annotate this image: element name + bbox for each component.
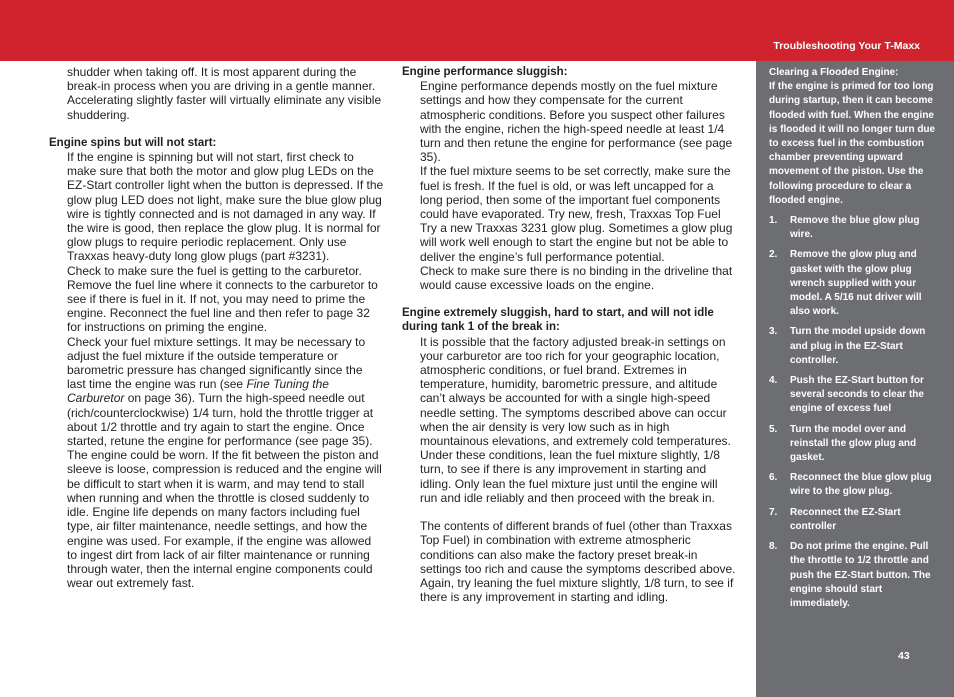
paragraph: Check to make sure there is no binding in the driveline that would cause excessive loads on the engine.	[420, 263, 733, 293]
sidebar-title: Clearing a Flooded Engine:	[769, 67, 899, 78]
page-header	[0, 0, 954, 61]
step-text: Turn the model over and reinstall the glow plug and gasket.	[790, 423, 917, 464]
paragraph: If the fuel mixture seems to be set correctly, make sure the fuel is fresh. If the fuel is old, or was left uncapped for a long period, then some of the important fuel components could have evaporated. Try new, fresh, Traxxas Top Fuel	[420, 164, 731, 222]
paragraph: Engine performance depends mostly on the fuel mixture settings and how they compensate for the current atmospheric conditions. Before you suspect other failures with the engine, richen the high-speed needle at least 1/4 turn and then retune the engine for performance (see page 35).	[420, 79, 733, 165]
paragraph: The contents of different brands of fuel (other than Traxxas Top Fuel) in combination with extreme atmospheric conditions can also make the factory preset break-in settings too rich and cause the symptoms described above. Again, try leaning the fuel mixture slightly, 1/8 turn, to see if there is any improvement in starting and idling.	[420, 519, 736, 605]
left-column	[49, 65, 384, 590]
step-number: 7.	[769, 506, 778, 518]
sidebar-panel	[756, 61, 954, 697]
list-item	[769, 471, 939, 499]
page-number: 43	[898, 650, 910, 662]
section-heading-sluggish: Engine performance sluggish:	[402, 66, 568, 78]
step-text: Turn the model upside down and plug in the EZ-Start controller.	[790, 326, 926, 366]
sidebar-intro: If the engine is primed for too long during startup, then it can become flooded with fuel. When the engine is flooded it will no longer turn due to excess fuel in the combustion chamber preventing upward movement of the piston. Use the following procedure to clear a flooded engine.	[769, 81, 936, 206]
step-text: Do not prime the engine. Pull the throttle to 1/2 throttle and push the EZ-Start button. The engine should start immediately.	[790, 541, 931, 609]
step-list	[769, 214, 939, 611]
text-span: Check your fuel mixture settings. It may be necessary to adjust the fuel mixture if the outside temperature or barometric pressure has changed significantly since the last time the engine was run (see	[67, 334, 366, 392]
list-item	[769, 325, 939, 368]
step-number: 6.	[769, 472, 778, 484]
header-title: Troubleshooting Your T-Maxx	[773, 40, 920, 52]
step-text: Remove the blue glow plug wire.	[790, 215, 920, 241]
paragraph: Try a new Traxxas 3231 glow plug. Sometimes a glow plug will work well enough to start the engine but not be able to deliver the engine’s full performance potential.	[420, 221, 733, 264]
paragraph	[49, 335, 384, 449]
list-item	[769, 374, 939, 417]
paragraph: If the engine is spinning but will not start, first check to make sure that both the motor and glow plug LEDs on the EZ-Start controller light when the button is depressed. If the glow plug LED does not light, make sure the blue glow plug wire is tightly connected and is not damaged in any way. If the wire is good, then replace the glow plug. It is normal for glow plugs to require periodic replacement. Only use Traxxas heavy-duty long glow plugs (part #3231).	[67, 150, 384, 264]
step-number: 4.	[769, 375, 778, 387]
paragraph: The engine could be worn. If the fit between the piston and sleeve is loose, compression is reduced and the engine will be difficult to start when it is warm, and may tend to stall when running and when the throttle is closed suddenly to idle. Engine life depends on many factors including fuel type, air filter maintenance, needle settings, and how the engine was used. For example, if the engine was allowed to ingest dirt from lack of air filter maintenance or running through water, then the internal engine components could wear out extremely fast.	[67, 448, 382, 591]
step-text: Remove the glow plug and gasket with the glow plug wrench supplied with your model. A 5/16 nut driver will also work.	[790, 249, 922, 318]
list-item	[769, 506, 939, 534]
step-text: Push the EZ-Start button for several seconds to clear the engine of excess fuel	[790, 375, 924, 415]
middle-column	[402, 65, 736, 604]
text-span: on page 36). Turn the high-speed needle out (rich/counterclockwise) 1/4 turn, hold the throttle trigger at about 1/2 throttle and try again to start the engine. Once started, retune the engine for performance (see page 35).	[67, 391, 374, 449]
list-item	[769, 248, 939, 319]
list-item	[769, 214, 939, 242]
continued-paragraph: shudder when taking off. It is most apparent during the break-in process when you are driving in a gentle manner. Accelerating slightly faster will virtually eliminate any visible shuddering.	[67, 65, 382, 122]
list-item	[769, 423, 939, 466]
step-number: 3.	[769, 326, 778, 338]
paragraph: Check to make sure the fuel is getting to the carburetor. Remove the fuel line where it connects to the carburetor to see if there is fuel in it. If not, you may need to prime the engine. Reconnect the fuel line and then refer to page 32 for instructions on priming the engine.	[67, 263, 378, 335]
step-number: 2.	[769, 249, 778, 261]
step-number: 5.	[769, 423, 778, 435]
section-heading-break-in: Engine extremely sluggish, hard to start, and will not idle during tank 1 of the break in:	[402, 307, 714, 334]
step-number: 8.	[769, 541, 778, 553]
paragraph: It is possible that the factory adjusted break-in settings on your carburetor are too rich for your geographic location, atmospheric conditions, or fuel brand. Extremes in temperature, humidity, barometric pressure, and altitude can’t always be accounted for with a single high-speed needle setting. The symptoms described above can occur when the air density is very low such as in high mountainous elevations, and extremely cold temperatures. Under these conditions, lean the fuel mixture slightly, 1/8 turn, to see if there is any improvement in starting and idling. Only lean the fuel mixture just until the engine will run and idle reliably and then proceed with the break in.	[420, 334, 731, 505]
section-heading-spins: Engine spins but will not start:	[49, 136, 217, 149]
step-text: Reconnect the EZ-Start controller	[790, 506, 901, 532]
italic-reference: Fine Tuning the Carburetor	[67, 377, 329, 406]
list-item	[769, 540, 939, 611]
step-number: 1.	[769, 215, 778, 227]
sidebar-content	[769, 66, 939, 617]
step-text: Reconnect the blue glow plug wire to the glow plug.	[790, 472, 932, 498]
